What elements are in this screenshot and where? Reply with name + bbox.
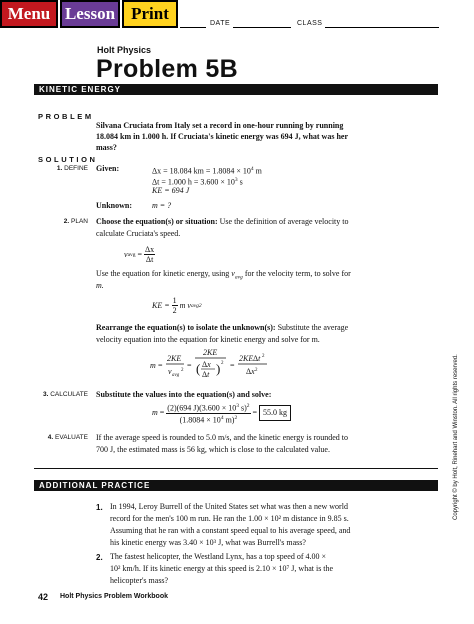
topic-bar: KINETIC ENERGY — [34, 84, 438, 95]
svg-text:v: v — [168, 367, 172, 376]
svg-text:2KE: 2KE — [203, 348, 218, 357]
menu-button[interactable]: Menu — [0, 0, 58, 28]
calc-num-unit: s) — [239, 403, 247, 413]
additional-practice-bar: ADDITIONAL PRACTICE — [34, 480, 438, 491]
velocity-equation: v avg = $\frac{\Delta x}{\Delta t}$ — [124, 245, 155, 264]
plan-choose-line-2: calculate Cruciata's speed. — [96, 229, 181, 238]
ke-equation — [152, 296, 202, 315]
calc-m: m — [152, 408, 158, 418]
eq1-fraction — [144, 245, 155, 264]
step-plan-label — [26, 218, 88, 225]
calc-den-unit: m) — [223, 415, 235, 425]
svg-text:Δx: Δx — [202, 360, 211, 369]
practice-1-number: 1. — [96, 503, 103, 512]
practice-1-line-4: his kinetic energy was 3.40 × 10³ J, what was Burrell's mass? — [110, 538, 306, 547]
problem-line-2: 18.084 km in 1.000 h. If Cruciata's kinetic energy was 694 J, what was her — [96, 132, 348, 141]
svg-text:2: 2 — [221, 361, 224, 366]
step-number: 1. — [56, 165, 63, 172]
svg-text:Δt: Δt — [202, 370, 210, 379]
copyright-notice: Copyright © by Holt, Rinehart and Winston. All rights reserved. — [453, 354, 459, 520]
class-line — [325, 27, 439, 28]
evaluate-line-2: 700 J, the estimated mass is 56 kg, which is close to the calculated value. — [96, 445, 330, 454]
svg-text:2: 2 — [262, 354, 265, 359]
date-line — [233, 27, 291, 28]
use-ke-line-1 — [96, 268, 351, 284]
practice-2-line-1: The fastest helicopter, the Westland Lynx, has a top speed of 4.00 × — [110, 552, 327, 561]
divider — [34, 468, 438, 469]
practice-2-line-3: helicopter's mass? — [110, 576, 169, 585]
evaluate-line-1: If the average speed is rounded to 5.0 m/s, and the kinetic energy is rounded to — [96, 433, 349, 442]
substitute-line: Substitute the values into the equation(s) and solve: — [96, 390, 272, 399]
step-number: 4. — [47, 434, 54, 441]
calc-fraction — [166, 402, 250, 424]
given-dt-exp: 3 — [234, 177, 238, 183]
svg-text:2: 2 — [181, 368, 184, 373]
class-label: CLASS — [297, 20, 323, 27]
unknown-value: m = ? — [152, 201, 172, 210]
svg-text:avg: avg — [172, 373, 180, 378]
svg-text:=: = — [187, 361, 192, 370]
calc-den-exp1: 4 — [220, 414, 224, 421]
practice-1-line-3: Assuming that he ran with a constant speed equal to his average speed, and — [110, 526, 351, 535]
use-ke-text-b: for the velocity term, to solve for — [242, 269, 351, 278]
calc-num-exp2: 2 — [246, 403, 250, 409]
use-ke-sub: avg — [234, 274, 243, 281]
eq2-exp: 2 — [198, 302, 202, 309]
svg-text:=: = — [158, 361, 163, 370]
step-evaluate-label — [26, 434, 88, 441]
step-define-label — [26, 165, 88, 172]
answer-box: 55.0 kg — [259, 405, 291, 421]
given-dx-exp: 4 — [250, 166, 254, 172]
svg-text:2KE: 2KE — [167, 354, 182, 363]
eq1-num: Δx — [145, 245, 155, 254]
use-ke-line-2: m. — [96, 281, 104, 290]
given-label: Given: — [96, 164, 120, 173]
practice-1-line-1: In 1994, Leroy Burrell of the United States set what was then a new world — [110, 502, 348, 511]
problem-heading: PROBLEM — [38, 112, 94, 121]
unknown-label: Unknown: — [96, 201, 133, 210]
calc-den-main: (1.8084 × 10 — [179, 415, 221, 425]
course-name: Holt Physics — [97, 45, 152, 55]
step-name: PLAN — [71, 218, 88, 225]
practice-2-number: 2. — [96, 553, 103, 562]
problem-line-1: Silvana Cruciata from Italy set a record in one-hour running by running — [96, 121, 344, 130]
plan-choose-bold: Choose the equation(s) or situation: — [96, 217, 218, 226]
mass-equation — [150, 346, 270, 384]
eq1-sub: avg — [127, 251, 136, 258]
practice-2-line-2: 10² km/h. If its kinetic energy at this speed is 2.10 × 10⁷ J, what is the — [110, 564, 334, 573]
svg-text:Δx: Δx — [246, 367, 255, 376]
eq2-fraction — [172, 296, 178, 315]
given-ke: KE = 694 J — [152, 186, 190, 195]
date-label: DATE — [210, 20, 231, 27]
step-number: 3. — [42, 391, 49, 398]
step-name: CALCULATE — [50, 391, 88, 398]
calculation-equation: m = $\frac{(2)(694 J)(3.600 \times 10^3 s)^2}{(1.8084 \times 10^4 m)^2}$ = 55.0 kg — [152, 402, 291, 424]
eq1-v: v — [124, 249, 128, 259]
plan-choose-text: Use the definition of average velocity to — [217, 217, 349, 226]
step-name: DEFINE — [64, 165, 88, 172]
svg-text:): ) — [216, 361, 221, 376]
eq2-den: 2 — [172, 306, 177, 315]
eq1-den: Δt — [145, 255, 154, 264]
svg-text:2KE: 2KE — [239, 354, 254, 363]
step-calculate-label — [26, 391, 88, 398]
name-line — [180, 27, 206, 28]
svg-text:m: m — [150, 361, 156, 370]
rearrange-bold: Rearrange the equation(s) to isolate the unknown(s): — [96, 323, 276, 332]
rearrange-text: Substitute the average — [275, 323, 349, 332]
lesson-button[interactable]: Lesson — [60, 0, 120, 28]
rearrange-line-2: velocity equation into the equation for kinetic energy and solve for m. — [96, 335, 320, 344]
page-number: 42 — [38, 592, 49, 602]
calc-den-exp2: 2 — [234, 414, 238, 421]
eq2-ke: KE = — [152, 300, 170, 310]
step-name: EVALUATE — [55, 434, 88, 441]
step-number: 2. — [63, 218, 70, 225]
given-dt-unit: s — [237, 177, 243, 187]
calc-numerator — [166, 402, 250, 414]
plan-choose-line-1 — [96, 216, 348, 228]
calc-denominator — [179, 414, 239, 425]
eq2-sub: avg — [190, 302, 199, 309]
solution-heading: SOLUTION — [38, 155, 98, 164]
eq2-num: 1 — [172, 296, 177, 305]
rearrange-line-1 — [96, 322, 348, 334]
use-ke-text-a: Use the equation for kinetic energy, using — [96, 269, 232, 278]
book-title: Holt Physics Problem Workbook — [60, 593, 169, 600]
given-dt-main: Δt = 1.000 h = 3.600 × 10 — [152, 177, 235, 187]
page-title: Problem 5B — [96, 55, 238, 83]
print-button[interactable]: Print — [122, 0, 178, 28]
given-dx-main: Δx = 18.084 km = 1.8084 × 10 — [152, 166, 251, 176]
calc-num-exp1: 3 — [236, 403, 239, 409]
svg-text:=: = — [230, 361, 235, 370]
practice-1-line-2: record for the men's 100 m run. He ran the 1.00 × 10² m distance in 9.85 s. — [110, 514, 349, 523]
svg-text:2: 2 — [255, 368, 258, 373]
svg-text:(: ( — [196, 361, 201, 376]
problem-line-3: mass? — [96, 143, 117, 152]
eq2-mv: m v — [179, 300, 191, 310]
svg-text:Δt: Δt — [253, 354, 261, 363]
use-ke-v: v — [231, 269, 235, 278]
given-dx-unit: m — [253, 166, 262, 176]
calc-num-main: (2)(694 J)(3.600 × 10 — [167, 403, 237, 413]
